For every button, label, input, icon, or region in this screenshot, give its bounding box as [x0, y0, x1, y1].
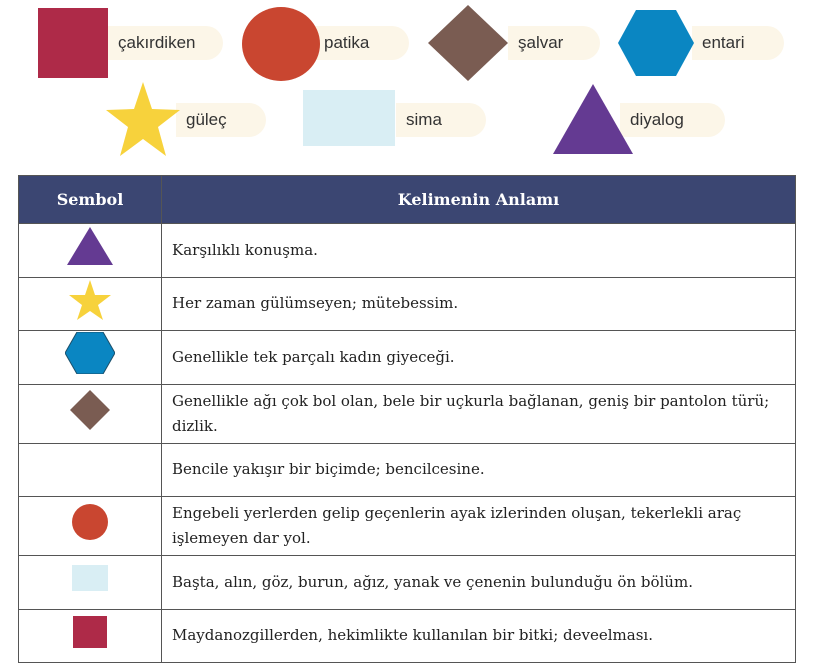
hexagon-icon — [618, 10, 694, 76]
table-row — [19, 384, 796, 443]
circle-icon — [72, 504, 108, 540]
empty-symbol-cell — [19, 443, 162, 497]
meaning-cell: Genellikle ağı çok bol olan, bele bir uçkurla bağlanan, geniş bir pantolon türü; dizlik. — [162, 384, 796, 443]
triangle-icon — [67, 227, 113, 265]
label-cakirdiken: çakırdiken — [108, 26, 223, 60]
table-row — [19, 497, 796, 556]
meaning-cell: Engebeli yerlerden gelip geçenlerin ayak izlerinden oluşan, tekerlekli araç işlemeyen dar yol. — [162, 497, 796, 556]
meaning-cell: Her zaman gülümseyen; mütebessim. — [162, 277, 796, 331]
table-row — [19, 224, 796, 278]
meaning-cell: Başta, alın, göz, burun, ağız, yanak ve çenenin bulunduğu ön bölüm. — [162, 556, 796, 610]
meaning-cell: Karşılıklı konuşma. — [162, 224, 796, 278]
star-icon — [106, 82, 180, 156]
triangle-icon — [553, 84, 633, 154]
label-sima: sima — [396, 103, 486, 137]
hexagon-icon — [65, 332, 115, 374]
table-row — [19, 443, 796, 497]
meaning-cell: Bencile yakışır bir biçimde; bencilcesine. — [162, 443, 796, 497]
rectangle-icon — [72, 565, 108, 591]
meaning-table — [18, 175, 796, 663]
table-row — [19, 277, 796, 331]
meaning-cell: Genellikle tek parçalı kadın giyeceği. — [162, 331, 796, 385]
table-row — [19, 556, 796, 610]
label-patika: patika — [314, 26, 409, 60]
table-row — [19, 609, 796, 663]
label-salvar: şalvar — [508, 26, 600, 60]
square-icon — [38, 8, 108, 78]
rectangle-icon — [303, 90, 395, 146]
diamond-icon — [428, 5, 508, 81]
circle-icon — [242, 7, 320, 81]
square-icon — [73, 616, 107, 648]
table-row — [19, 331, 796, 385]
diamond-icon — [70, 390, 110, 430]
meaning-cell: Maydanozgillerden, hekimlikte kullanılan bir bitki; deveelması. — [162, 609, 796, 663]
label-gulec: güleç — [176, 103, 266, 137]
header-symbol: Sembol — [19, 176, 162, 224]
label-entari: entari — [692, 26, 784, 60]
label-diyalog: diyalog — [620, 103, 725, 137]
star-icon — [69, 280, 111, 320]
header-meaning: Kelimenin Anlamı — [162, 176, 796, 224]
